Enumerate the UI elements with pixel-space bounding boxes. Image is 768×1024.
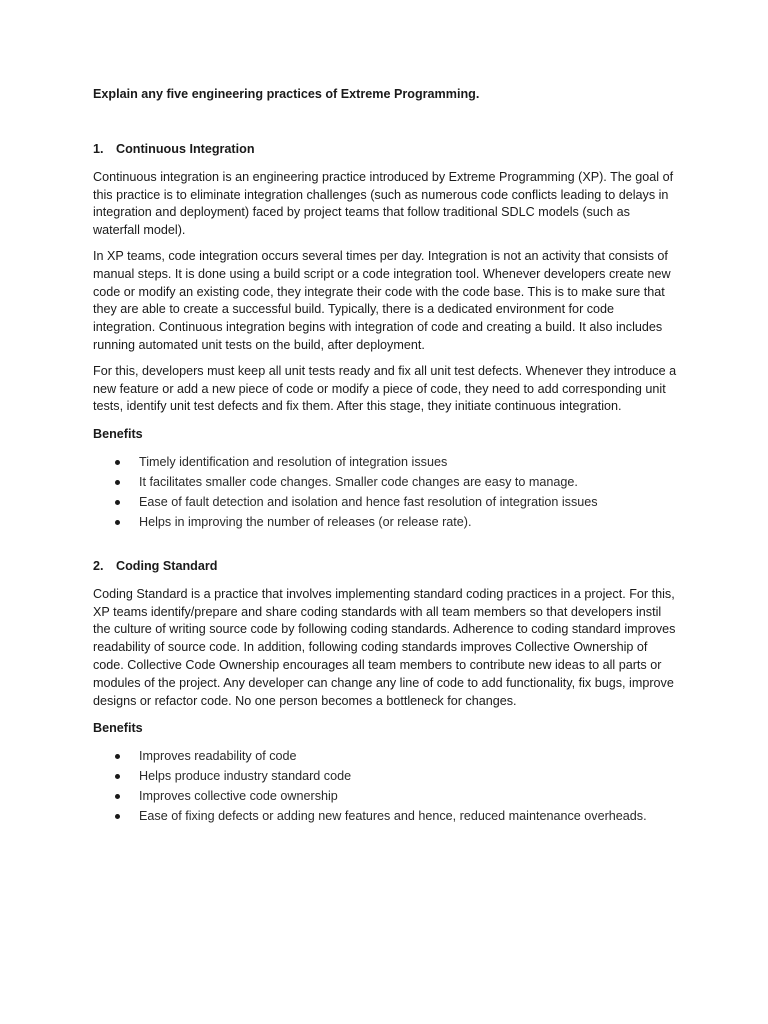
bullet-icon [115,814,120,819]
section-coding-standard [93,558,679,826]
benefits-label: Benefits [93,721,143,736]
list-item: Improves readability of code [93,746,679,766]
section-number: 2. [93,558,104,573]
bullet-icon [115,754,120,759]
paragraph: For this, developers must keep all unit tests ready and fix all unit test defects. Whenever they introduce a new feature or add a new piece of code or modify a piece of code, they need to add corresponding unit tests, identify unit test defects and fix them. After this stage, they initiate continuous integration. [93,363,677,414]
list-item: Improves collective code ownership [93,786,679,806]
paragraph: In XP teams, code integration occurs several times per day. Integration is not an activity that consists of manual steps. It is done using a build script or a code integration tool. Whenever developers create new code or modify an existing code, they integrate their code with the code base. This is to make sure that they are able to create a successful build. Typically, there is a dedicated environment for code integration. Continuous integration begins with integration of code and creating a build. It also includes running automated unit tests on the build, after deployment. [93,248,671,352]
document-page [93,86,679,826]
list-item: It facilitates smaller code changes. Smaller code changes are easy to manage. [93,472,679,492]
list-item: Timely identification and resolution of integration issues [93,452,679,472]
list-item: Ease of fixing defects or adding new features and hence, reduced maintenance overheads. [93,806,679,826]
section-heading [93,141,679,159]
benefits-list [93,746,679,826]
list-item: Helps produce industry standard code [93,766,679,786]
benefits-label: Benefits [93,427,143,442]
bullet-icon [115,794,120,799]
bullet-icon [115,500,120,505]
list-item: Helps in improving the number of releases (or release rate). [93,512,679,532]
section-continuous-integration [93,141,679,532]
benefits-list [93,452,679,532]
list-item: Ease of fault detection and isolation and hence fast resolution of integration issues [93,492,679,512]
section-heading [93,558,679,576]
paragraph: Continuous integration is an engineering practice introduced by Extreme Programming (XP). The goal of this practice is to eliminate integration challenges (such as numerous code conflicts leading to delays in integration and deployment) faced by project teams that follow traditional SDLC models (such as waterfall model). [93,169,674,238]
bullet-icon [115,520,120,525]
section-number: 1. [93,142,104,156]
document-title: Explain any five engineering practices of Extreme Programming. [93,87,480,101]
paragraph: Coding Standard is a practice that involves implementing standard coding practices in a project. For this, XP teams identify/prepare and share coding standards with all team members so that developers instil the culture of writing source code by following coding standards. Adherence to coding standard improves readability of source code. In addition, following coding standards improves Collective Ownership of code. Collective Code Ownership encourages all team members to contribute new ideas to all parts or modules of the project. Any developer can change any line of code to add functionality, fix bugs, improve designs or refactor code. No one person becomes a bottleneck for changes. [93,586,676,708]
bullet-icon [115,480,120,485]
bullet-icon [115,460,120,465]
section-title: Coding Standard [116,558,218,573]
bullet-icon [115,774,120,779]
section-title: Continuous Integration [116,142,255,156]
